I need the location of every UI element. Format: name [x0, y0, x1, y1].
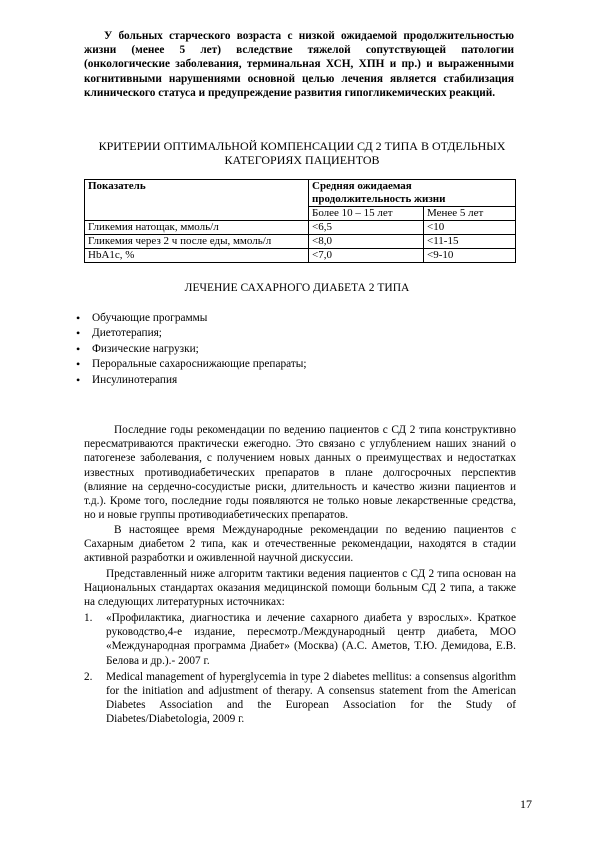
row-value-2: <11-15	[424, 235, 516, 249]
row-value-1: <7,0	[309, 249, 424, 263]
reference-item	[84, 670, 516, 727]
criteria-heading: КРИТЕРИИ ОПТИМАЛЬНОЙ КОМПЕНСАЦИИ СД 2 ТИПА В ОТДЕЛЬНЫХ КАТЕГОРИЯХ ПАЦИЕНТОВ	[98, 139, 506, 167]
reference-text: Medical management of hyperglycemia in type 2 diabetes mellitus: a consensus algorithm for the initiation and adjustment of therapy. A consensus statement from the American Diabetes Association and the European Association for the Study of Diabetes/Diabetologia, 2009 г.	[106, 670, 516, 726]
row-indicator: Гликемия натощак, ммоль/л	[85, 221, 309, 235]
reference-number: 2.	[84, 670, 93, 683]
table-row	[85, 221, 516, 235]
treatment-item: • Инсулинотерапия	[76, 373, 307, 388]
criteria-table	[84, 179, 516, 263]
row-value-2: <10	[424, 221, 516, 235]
body-paragraph-3: Представленный ниже алгоритм тактики ведения пациентов с СД 2 типа основан на Национальных стандартах оказания медицинской помощи больным СД 2 типа, а также на следующих литературных источниках:	[84, 568, 516, 609]
table-row	[85, 235, 516, 249]
subheader-col-2: Менее 5 лет	[424, 207, 516, 221]
treatment-list	[76, 311, 307, 388]
table-row	[85, 249, 516, 263]
page-number: 17	[520, 797, 532, 811]
row-indicator: Гликемия через 2 ч после еды, ммоль/л	[85, 235, 309, 249]
treatment-item: • Диетотерапия;	[76, 326, 307, 341]
header-expectancy: Средняя ожидаемая продолжительность жизни	[309, 180, 516, 207]
header-indicator: Показатель	[85, 180, 309, 221]
treatment-item: • Обучающие программы	[76, 311, 307, 326]
row-value-1: <8,0	[309, 235, 424, 249]
reference-number: 1.	[84, 612, 93, 624]
row-value-1: <6,5	[309, 221, 424, 235]
table-header-row	[85, 180, 516, 207]
subheader-col-1: Более 10 – 15 лет	[309, 207, 424, 221]
intro-paragraph: У больных старческого возраста с низкой ожидаемой продолжительностью жизни (менее 5 лет) вследствие тяжелой сопутствующей патологии (онкологические заболевания, терминальная ХСН, ХПН и пр.) и выраженными когнитивными нарушениями основной целью лечения является стабилизация клинического статуса и предупреждение развития гипогликемических реакций.	[84, 30, 514, 99]
treatment-item: • Физические нагрузки;	[76, 342, 307, 357]
reference-item	[84, 611, 516, 668]
body-paragraph-1: Последние годы рекомендации по ведению пациентов с СД 2 типа конструктивно пересматриваются практически ежегодно. Это связано с углублением наших знаний о патогенезе заболевания, с получением новых данных о преимуществах и недостатках известных противодиабетических препаратов в плане долгосрочных перспектив (влияние на сердечно-сосудистые риски, длительность и качество жизни пациентов и т.д.). Кроме того, последние годы появляются не только новые лекарственные средства, но и новые группы противодиабетических препаратов.	[84, 424, 516, 522]
row-indicator: HbA1c, %	[85, 249, 309, 263]
treatment-heading: ЛЕЧЕНИЕ САХАРНОГО ДИАБЕТА 2 ТИПА	[184, 282, 410, 294]
treatment-item: • Пероральные сахароснижающие препараты;	[76, 357, 307, 372]
body-paragraph-2: В настоящее время Международные рекомендации по ведению пациентов с Сахарным диабетом 2 типа, как и отечественные рекомендации, находятся в стадии активной разработки и оживленной научной дискуссии.	[84, 524, 516, 565]
reference-text: «Профилактика, диагностика и лечение сахарного диабета у взрослых». Краткое руководство,4-е издание, пересмотр./Международный центр диабета, МОО «Международная программа Диабет» (Москва) (А.С. Аметов, Т.Ю. Демидова, Е.В. Белова и др.).- 2007 г.	[106, 612, 516, 667]
row-value-2: <9-10	[424, 249, 516, 263]
reference-list	[84, 611, 516, 729]
